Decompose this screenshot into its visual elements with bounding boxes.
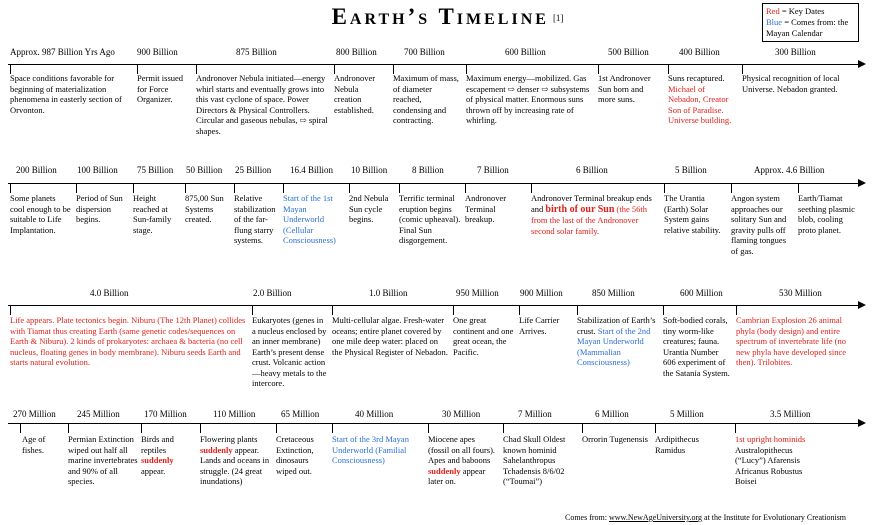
emphasis-text: suddenly [141, 455, 174, 465]
key-date-text: Cambrian Explosion 26 animal phyla (body design) and entire spectrum of invertebrate life (no new phyla have developed since then). Trilobites. [736, 315, 846, 367]
date-label: 5 Million [670, 409, 704, 419]
key-date-text: 1st upright hominids [735, 434, 806, 444]
mayan-calendar-text: Start of the 2nd Mayan Underworld (Mammalian Consciousness) [577, 325, 651, 367]
tick-mark [141, 423, 142, 433]
event-text-part: Stabilization of Earth’s crust. [577, 315, 656, 336]
event-text [735, 434, 847, 487]
tick-mark [663, 305, 664, 315]
date-label: 7 Million [518, 409, 552, 419]
date-label: 900 Million [520, 288, 563, 298]
mayan-calendar-text: Start of the 3rd Mayan Underworld (Familial Consciousness) [332, 434, 409, 465]
tick-mark [731, 183, 732, 193]
legend-box [762, 3, 859, 42]
event-text-part: Andronover Terminal breakup ends and [531, 193, 652, 214]
tick-mark [399, 183, 400, 193]
timeline-axis [8, 64, 858, 65]
event-text [531, 193, 659, 236]
emphasis-text: suddenly [200, 444, 233, 455]
date-label: 200 Billion [16, 165, 57, 175]
tick-mark [20, 423, 21, 433]
date-label: Approx. 4.6 Billion [754, 165, 825, 175]
date-label: 75 Billion [137, 165, 174, 175]
event-text: 1st Andronover Sun born and more suns. [598, 73, 651, 104]
event-text: Period of Sun dispersion begins. [76, 193, 123, 224]
event-text: Maximum energy—mobilized. Gas escapement ⇨ denser ⇨ subsystems of physical matter. Enormous suns thrown off by increasing rate of whirling. [466, 73, 590, 125]
emphasis-text: suddenly [428, 465, 461, 476]
date-label: 5 Billion [675, 165, 707, 175]
event-text: Height reached at Sun-family stage. [133, 193, 172, 235]
tick-mark [133, 183, 134, 193]
date-label: 500 Billion [608, 47, 649, 57]
date-label: 25 Billion [235, 165, 272, 175]
event-text-part: Birds and reptiles [141, 434, 174, 455]
tick-mark [10, 183, 11, 193]
event-text: Maximum of mass, of diameter reached, condensing and contracting. [393, 73, 459, 125]
event-text: Andronover Nebula creation established. [334, 73, 376, 115]
tick-mark [252, 305, 253, 315]
date-label: 600 Billion [505, 47, 546, 57]
timeline-axis [8, 423, 858, 424]
event-text-part: Suns recaptured. [668, 73, 725, 83]
event-text: Life Carrier Arrives. [519, 315, 560, 336]
tick-mark [664, 183, 665, 193]
date-label: 170 Million [144, 409, 187, 419]
tick-mark [736, 305, 737, 315]
legend-red-key: Red [766, 6, 780, 16]
tick-mark [234, 183, 235, 193]
event-text-part: appear. [141, 465, 166, 476]
event-text [141, 434, 197, 476]
event-text: Permian Extinction wiped out half all marine invertebrates and 90% of all species. [68, 434, 138, 486]
event-text [428, 434, 498, 487]
tick-mark [332, 423, 333, 433]
tick-mark [283, 183, 284, 193]
event-text: Age of fishes. [22, 434, 46, 455]
key-date-text: birth of our Sun [545, 203, 615, 215]
event-text-part: Flowering plants [200, 434, 258, 444]
tick-mark [453, 305, 454, 315]
event-text: Some planets cool enough to be suitable to Life Implantation. [10, 193, 71, 235]
date-label: 900 Billion [137, 47, 178, 57]
event-text-part: appear later on. [428, 465, 486, 486]
date-label: 4.0 Billion [90, 288, 129, 298]
event-text: Chad Skull Oldest known hominid Sahelanthropus Tchadensis 8/6/02 (“Toumai”) [503, 434, 566, 486]
key-date-text: (the 56th from the last of the Andronover second solar family. [531, 203, 647, 236]
date-label: 10 Billion [351, 165, 388, 175]
axis-arrow-icon [858, 60, 866, 68]
tick-mark [10, 305, 11, 315]
date-label: 1.0 Billion [369, 288, 408, 298]
legend-red-entry [766, 6, 855, 17]
event-text: Eukaryotes (genes in a nucleus enclosed by an inner membrane) Earth’s present dense crust. Volcanic action—heavy metals to the intercore. [252, 315, 327, 388]
date-label: 400 Billion [679, 47, 720, 57]
key-date-text: Life appears. Plate tectonics begin. Niburu (The 12th Planet) collides with Tiamat thus creating Earth (same genetic codes/sequences on Earth & Niburu). 2 kinds of prokaryotes: archaea & bacteria (no cell nucleus, floating genes in body membrane). Niburu seeds Earth and starts natural evolution. [10, 315, 246, 367]
legend-blue-text: = Comes from: the Mayan Calendar [766, 17, 849, 38]
date-label: 800 Billion [336, 47, 377, 57]
date-label: 50 Billion [186, 165, 223, 175]
event-text: The Urantia (Earth) Solar System gains relative stability. [664, 193, 721, 235]
event-text: Multi-cellular algae. Fresh-water oceans; entire planet covered by one mile deep water: placed on the Physical Register of Nebadon. [332, 315, 448, 357]
event-text: Cretaceous Extinction, dinosaurs wiped out. [276, 434, 314, 476]
page-title [0, 4, 895, 30]
date-label: 700 Billion [404, 47, 445, 57]
mayan-calendar-text: Start of the 1st Mayan Underworld (Cellular Consciousness) [283, 193, 336, 245]
tick-mark [276, 423, 277, 433]
event-text: 875,00 Sun Systems created. [185, 193, 224, 224]
axis-arrow-icon [858, 419, 866, 427]
event-text [200, 434, 272, 487]
key-date-text: Michael of Nebadon, Creator Son of Paradise. Universe building. [668, 83, 732, 125]
date-label: 875 Billion [236, 47, 277, 57]
tick-mark [332, 305, 333, 315]
event-text: 2nd Nebula Sun cycle begins. [349, 193, 389, 224]
tick-mark [577, 305, 578, 315]
footer-suffix: at the Institute for Evolutionary Creationism [702, 513, 846, 522]
date-label: 850 Million [592, 288, 635, 298]
tick-mark [735, 423, 736, 433]
tick-mark [68, 423, 69, 433]
event-text-part: appear. Lands and oceans in struggle. (24 great inundations) [200, 444, 270, 486]
event-text: Angon system approaches our solitary Sun and gravity pulls off flaming tongues of gas. [731, 193, 787, 256]
tick-mark [465, 183, 466, 193]
footer-credit [565, 513, 846, 522]
event-text: Relative stabilization of the far-flung starry systems. [234, 193, 276, 245]
date-label: 950 Million [456, 288, 499, 298]
source-link[interactable]: www.NewAgeUniversity.org [609, 513, 703, 522]
event-text-part: Miocene apes (fossil on all fours). Apes and baboons [428, 434, 496, 465]
date-label: 65 Million [281, 409, 320, 419]
event-text: Andronover Terminal breakup. [465, 193, 507, 224]
event-text: Space conditions favorable for beginning of materialization phenomena in easterly section of Orvonton. [10, 73, 122, 115]
date-label: 530 Million [779, 288, 822, 298]
date-label: 6 Million [595, 409, 629, 419]
event-text: Soft-bodied corals, tiny worm-like creatures; fauna. Urantia Number 606 experiment of the Satania System. [663, 315, 730, 378]
timeline-axis [8, 305, 858, 306]
event-text: Permit issued for Force Organizer. [137, 73, 184, 104]
date-label: 270 Million [13, 409, 56, 419]
tick-mark [798, 183, 799, 193]
title-footnote: [1] [552, 13, 564, 23]
legend-blue-key: Blue [766, 17, 783, 27]
event-text: Physical recognition of local Universe. Nebadon granted. [742, 73, 840, 94]
legend-blue-entry [766, 17, 855, 39]
date-label: 3.5 Million [770, 409, 811, 419]
date-label: 6 Billion [576, 165, 608, 175]
axis-arrow-icon [858, 301, 866, 309]
event-text [668, 73, 734, 126]
tick-mark [531, 183, 532, 193]
tick-mark [503, 423, 504, 433]
event-text: One great continent and one great ocean, the Pacific. [453, 315, 514, 357]
title-text: Earth’s Timeline [331, 4, 549, 29]
date-label: Approx. 987 Billion Yrs Ago [10, 47, 115, 57]
tick-mark [185, 183, 186, 193]
tick-mark [519, 305, 520, 315]
tick-mark [76, 183, 77, 193]
event-text-part: Australopithecus (“Lucy”) Afarensis Africanus Robustus Boisei [735, 444, 803, 486]
tick-mark [349, 183, 350, 193]
event-text: Orrorin Tugenensis [582, 434, 648, 444]
legend-red-text: = Key Dates [779, 6, 825, 16]
tick-mark [200, 423, 201, 433]
tick-mark [655, 423, 656, 433]
event-text: Ardipithecus Ramidus [655, 434, 699, 455]
date-label: 600 Million [680, 288, 723, 298]
date-label: 16.4 Billion [290, 165, 334, 175]
date-label: 30 Million [442, 409, 481, 419]
event-text [577, 315, 659, 368]
date-label: 245 Million [77, 409, 120, 419]
tick-mark [428, 423, 429, 433]
event-text: Andronover Nebula initiated—energy whirl starts and eventually grows into this vast cyclone of space. Power Directors & Physical Controllers. Circular and gaseous nebulas, ⇨ spiral shapes. [196, 73, 328, 136]
date-label: 7 Billion [477, 165, 509, 175]
date-label: 2.0 Billion [253, 288, 292, 298]
date-label: 300 Billion [775, 47, 816, 57]
date-label: 40 Million [355, 409, 394, 419]
date-label: 100 Billion [77, 165, 118, 175]
date-label: 110 Million [213, 409, 256, 419]
event-text: Earth/Tiamat seething plasmic blob, cooling proto planet. [798, 193, 855, 235]
event-text: Terrific terminal eruption begins (comic upheaval). Final Sun disgorgement. [399, 193, 461, 245]
axis-arrow-icon [858, 179, 866, 187]
date-label: 8 Billion [412, 165, 444, 175]
footer-prefix: Comes from: [565, 513, 609, 522]
tick-mark [582, 423, 583, 433]
